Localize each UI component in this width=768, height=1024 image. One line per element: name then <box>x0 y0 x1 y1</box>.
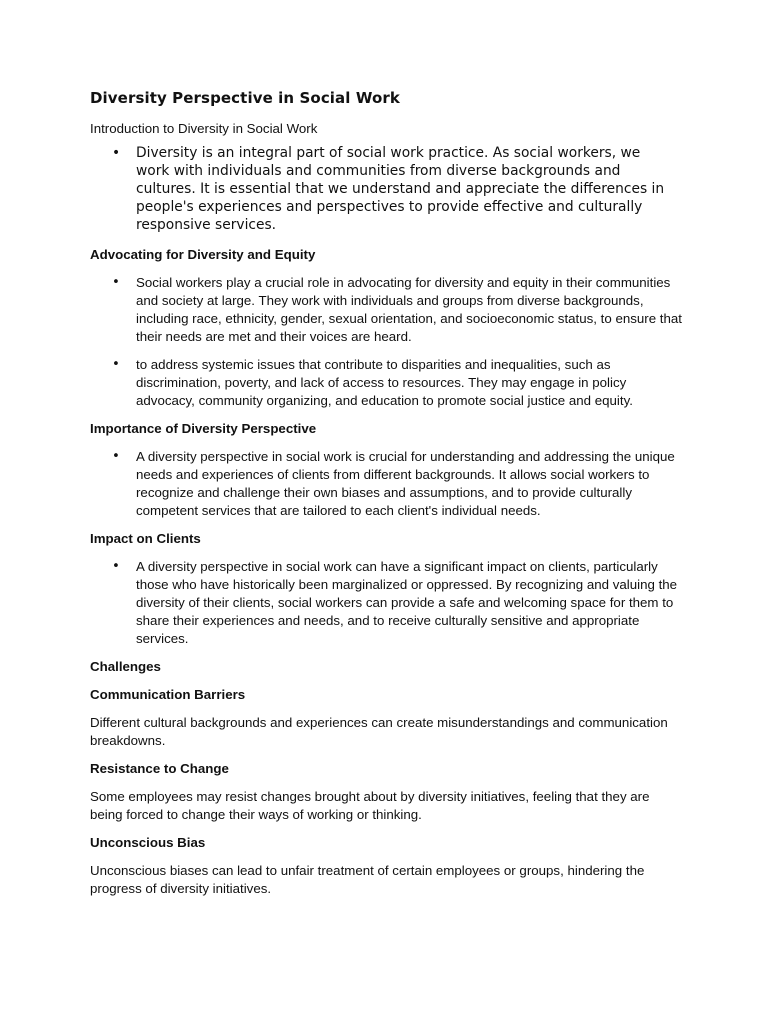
bullet-text: A diversity perspective in social work can have a significant impact on clients, particularly those who have historically been marginalized or oppressed. By recognizing and valuing the diversity of their clients, social workers can provide a safe and welcoming space for them to share their experiences and needs, and to receive culturally sensitive and appropriate services. <box>136 559 678 646</box>
section-heading-challenges: Challenges <box>90 659 161 674</box>
section-heading-bias: Unconscious Bias <box>90 835 206 850</box>
section-heading-advocating: Advocating for Diversity and Equity <box>90 247 316 262</box>
advocating-bullet-list <box>90 274 690 410</box>
list-item <box>90 356 682 410</box>
section-heading-resistance: Resistance to Change <box>90 761 229 776</box>
bullet-icon: • <box>112 275 120 290</box>
bullet-text: Diversity is an integral part of social work practice. As social workers, we work with individuals and communities from diverse backgrounds and cultures. It is essential that we understand and appreciate the differences in people's experiences and perspectives to provide effective and culturally responsive services. <box>136 145 665 233</box>
bullet-text: Social workers play a crucial role in advocating for diversity and equity in their communities and society at large. They work with individuals and groups from diverse backgrounds, including race, ethnicity, gender, sexual orientation, and socioeconomic status, to ensure that their needs are met and their voices are heard. <box>136 275 682 344</box>
bullet-icon: • <box>112 357 120 372</box>
communication-paragraph: Different cultural backgrounds and experiences can create misunderstandings and communication breakdowns. <box>90 715 668 748</box>
list-item <box>90 274 682 346</box>
intro-heading: Introduction to Diversity in Social Work <box>90 121 318 136</box>
bullet-text: A diversity perspective in social work is crucial for understanding and addressing the unique needs and experiences of clients from different backgrounds. It allows social workers to recognize and challenge their own biases and assumptions, and to provide culturally competent services that are tailored to each client's individual needs. <box>136 449 675 518</box>
bullet-icon: • <box>112 145 121 161</box>
section-heading-impact: Impact on Clients <box>90 531 201 546</box>
list-item <box>90 448 682 520</box>
bias-paragraph: Unconscious biases can lead to unfair treatment of certain employees or groups, hindering the progress of diversity initiatives. <box>90 863 645 896</box>
bullet-text: to address systemic issues that contribute to disparities and inequalities, such as discrimination, poverty, and lack of access to resources. They may engage in policy advocacy, community organizing, and education to promote social justice and equity. <box>136 357 633 408</box>
list-item <box>90 558 682 648</box>
impact-bullet-list <box>90 558 690 648</box>
importance-bullet-list <box>90 448 690 520</box>
section-heading-communication: Communication Barriers <box>90 687 246 702</box>
bullet-icon: • <box>112 449 120 464</box>
resistance-paragraph: Some employees may resist changes brought about by diversity initiatives, feeling that they are being forced to change their ways of working or thinking. <box>90 789 650 822</box>
document-title: Diversity Perspective in Social Work <box>90 89 400 107</box>
list-item <box>90 144 676 234</box>
bullet-icon: • <box>112 559 120 574</box>
document-page <box>90 88 690 908</box>
intro-bullet-list <box>90 144 690 234</box>
section-heading-importance: Importance of Diversity Perspective <box>90 421 317 436</box>
